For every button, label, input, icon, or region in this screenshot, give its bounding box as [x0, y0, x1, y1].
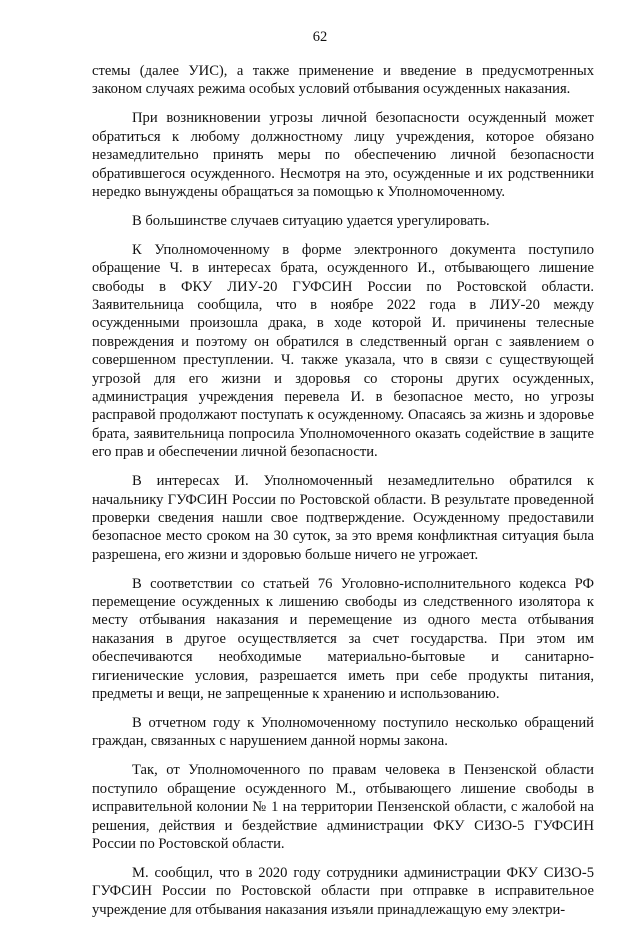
paragraph-personal-safety: При возникновении угрозы личной безопасности осужденный может обратиться к любому должностному лицу учреждения, которое обязано незамедлительно принять меры по обеспечению личной безопасности обратившегося осужденного. Несмотря на это, осужденные и их родственники нередко вынуждены обращаться за помощью к Уполномоченному.: [92, 110, 594, 200]
page-number: 62: [312, 29, 328, 45]
paragraph-continuation: стемы (далее УИС), а также применение и введение в предусмотренных законом случаях режима особых условий отбывания осужденных наказания.: [92, 63, 594, 98]
paragraph-case-m-details: М. сообщил, что в 2020 году сотрудники администрации ФКУ СИЗО-5 ГУФСИН России по Ростовской области при отправке в исправительное учреждение для отбывания наказания изъяли принадлежащую ему электри-: [92, 864, 594, 918]
paragraph-case-ch: К Уполномоченному в форме электронного документа поступило обращение Ч. в интересах брата, осужденного И., отбывающего лишение свободы в ФКУ ЛИУ-20 ГУФСИН России по Ростовской области. Заявительница сообщила, что в ноябре 2022 года в ЛИУ-20 между осужденными произошла драка, в ходе которой И. причинены телесные повреждения и поэтому он обратился в следственный орган с заявлением о совершенном преступлении. Ч. также указала, что в связи с существующей угрозой для его жизни и здоровья со стороны других осужденных, администрация учреждения перевела И. в безопасное место, но угрозы расправой продолжают поступать к осужденному. Опасаясь за жизнь и здоровье брата, заявительница попросила Уполномоченного оказать содействие в защите его прав и обеспечении личной безопасности.: [92, 241, 594, 461]
paragraph-case-i-result: В интересах И. Уполномоченный незамедлительно обратился к начальнику ГУФСИН России по Ростовской области. В результате проведенной проверки сведения нашли свое подтверждение. Осужденному предоставили безопасное место сроком на 30 суток, за это время конфликтная ситуация была разрешена, его жизни и здоровью больше ничего не угрожает.: [92, 473, 594, 563]
paragraph-article-76: В соответствии со статьей 76 Уголовно-исполнительного кодекса РФ перемещение осужденных к лишению свободы из следственного изолятора к месту отбывания наказания и перемещение из одного места отбывания наказания в другое осуществляется за счет государства. При этом им обеспечиваются необходимые материально-бытовые и санитарно-гигиенические условия, разрешается иметь при себе продукты питания, предметы и вещи, не запрещенные к хранению и использованию.: [92, 575, 594, 703]
paragraph-case-m: Так, от Уполномоченного по правам человека в Пензенской области поступило обращение осужденного М., отбывающего лишение свободы в исправительной колонии № 1 на территории Пензенской области, с жалобой на решения, действия и бездействие администрации ФКУ СИЗО-5 ГУФСИН России по Ростовской области.: [92, 762, 594, 852]
paragraph-resolved-cases: В большинстве случаев ситуацию удается урегулировать.: [132, 212, 490, 229]
text-body: [92, 62, 594, 930]
paragraph-reporting-year: В отчетном году к Уполномоченному поступило несколько обращений граждан, связанных с нарушением данной нормы закона.: [92, 715, 594, 750]
